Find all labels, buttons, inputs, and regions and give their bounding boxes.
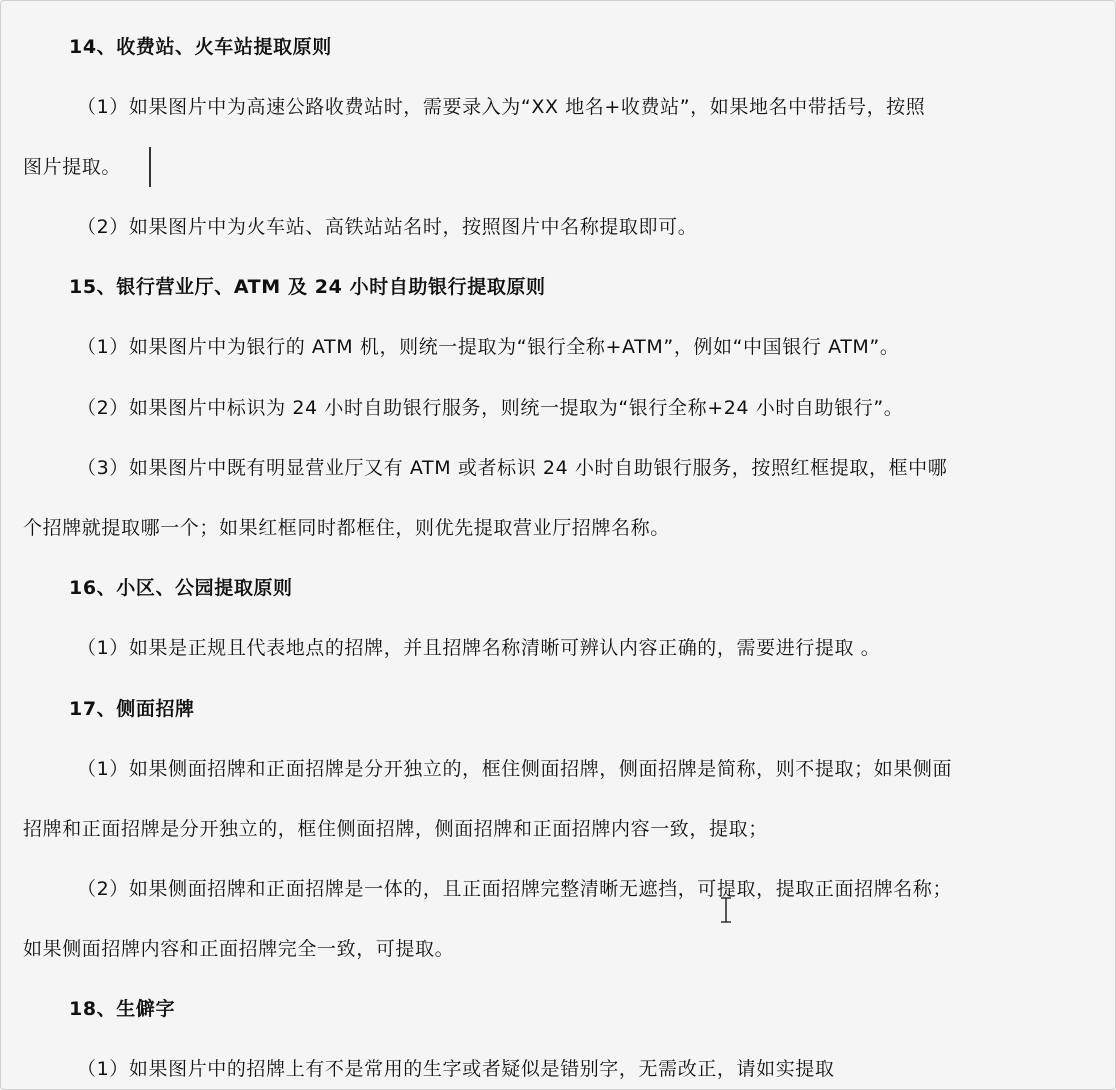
ibeam-cursor-icon [719, 897, 733, 923]
paragraph-17-2-line-1: （2）如果侧面招牌和正面招牌是一体的，且正面招牌完整清晰无遮挡，可提取，提取正面招牌名称； [77, 878, 953, 900]
paragraph-14-1-line-2: 图片提取。 [23, 156, 122, 178]
section-heading-17: 17、侧面招牌 [69, 698, 195, 720]
paragraph-18-1: （1）如果图片中的招牌上有不是常用的生字或者疑似是错别字，无需改正，请如实提取 [77, 1058, 835, 1080]
text-caret [149, 147, 151, 187]
paragraph-15-3-line-2: 个招牌就提取哪一个；如果红框同时都框住，则优先提取营业厅招牌名称。 [23, 517, 670, 539]
paragraph-15-1: （1）如果图片中为银行的 ATM 机，则统一提取为“银行全称+ATM”，例如“中国银行 ATM”。 [77, 336, 900, 358]
section-heading-16: 16、小区、公园提取原则 [69, 577, 293, 599]
section-heading-15: 15、银行营业厅、ATM 及 24 小时自助银行提取原则 [69, 276, 546, 298]
section-heading-14: 14、收费站、火车站提取原则 [69, 36, 332, 58]
section-heading-18: 18、生僻字 [69, 998, 176, 1020]
paragraph-16-1: （1）如果是正规且代表地点的招牌，并且招牌名称清晰可辨认内容正确的，需要进行提取 。 [77, 637, 881, 659]
paragraph-14-1-line-1: （1）如果图片中为高速公路收费站时，需要录入为“XX 地名+收费站”，如果地名中带括号，按照 [77, 96, 926, 118]
paragraph-14-2: （2）如果图片中为火车站、高铁站站名时，按照图片中名称提取即可。 [77, 216, 698, 238]
paragraph-17-1-line-1: （1）如果侧面招牌和正面招牌是分开独立的，框住侧面招牌，侧面招牌是简称，则不提取；如果侧面 [77, 758, 953, 780]
paragraph-17-1-line-2: 招牌和正面招牌是分开独立的，框住侧面招牌，侧面招牌和正面招牌内容一致，提取； [23, 818, 768, 840]
paragraph-15-2: （2）如果图片中标识为 24 小时自助银行服务，则统一提取为“银行全称+24 小时自助银行”。 [77, 397, 904, 419]
paragraph-17-2-line-2: 如果侧面招牌内容和正面招牌完全一致，可提取。 [23, 938, 455, 960]
paragraph-15-3-line-1: （3）如果图片中既有明显营业厅又有 ATM 或者标识 24 小时自助银行服务，按照红框提取，框中哪 [77, 457, 948, 479]
